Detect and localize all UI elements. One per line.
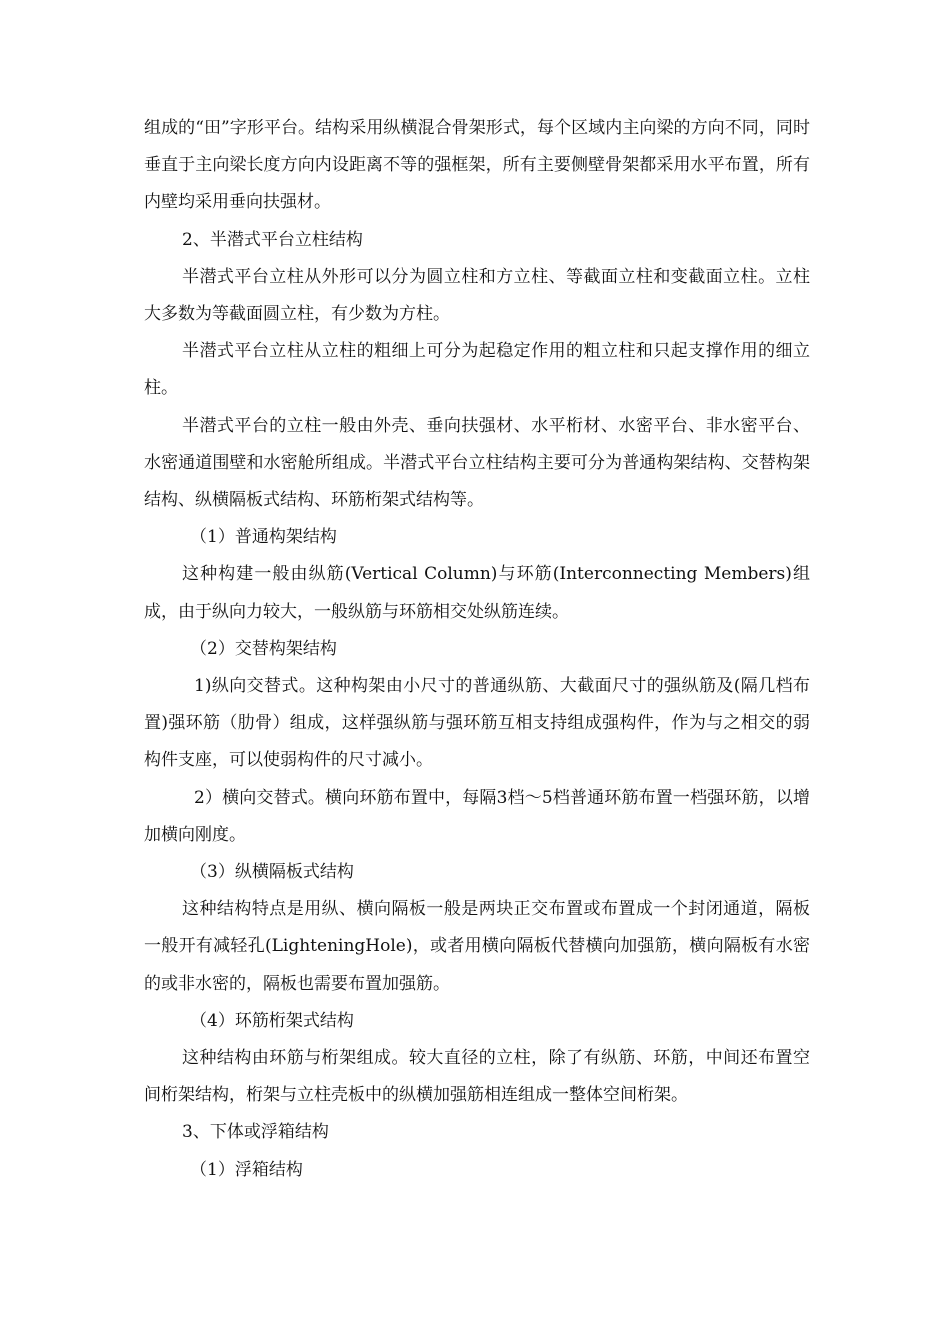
heading-column-structure: 2、半潜式平台立柱结构	[182, 229, 363, 250]
heading-bulkhead-structure: （3）纵横隔板式结构	[190, 862, 354, 883]
paragraph-ordinary-frame: 这种构建一般由纵筋(Vertical Column)与环筋(Interconnecting Members)组成，由于纵向力较大，一般纵筋与环筋相交处纵筋连续。	[144, 564, 810, 622]
paragraph-bulkhead-structure: 这种结构特点是用纵、横向隔板一般是两块正交布置或布置成一个封闭通道，隔板一般开有减轻孔(LighteningHole)，或者用横向隔板代替横向加强筋，横向隔板有水密的或非水密的，隔板也需要布置加强筋。	[144, 899, 810, 994]
heading-pontoon-structure: 3、下体或浮箱结构	[182, 1122, 329, 1143]
heading-alternating-frame: （2）交替构架结构	[190, 638, 337, 659]
paragraph-transverse-alternating: 2）横向交替式。横向环筋布置中，每隔3档～5档普通环筋布置一档强环筋，以增加横向刚度。	[144, 787, 810, 845]
heading-pontoon: （1）浮箱结构	[190, 1159, 303, 1180]
paragraph-column-thickness: 半潜式平台立柱从立柱的粗细上可分为起稳定作用的粗立柱和只起支撑作用的细立柱。	[144, 341, 810, 399]
paragraph-column-composition: 半潜式平台的立柱一般由外壳、垂向扶强材、水平桁材、水密平台、非水密平台、水密通道围壁和水密舱所组成。半潜式平台立柱结构主要可分为普通构架结构、交替构架结构、纵横隔板式结构、环筋桁架式结构等。	[144, 415, 810, 511]
paragraph-longitudinal-alternating: 1)纵向交替式。这种构架由小尺寸的普通纵筋、大截面尺寸的强纵筋及(隔几档布置)强环筋（肋骨）组成，这样强纵筋与强环筋互相支持组成强构件，作为与之相交的弱构件支座，可以使弱构件的尺寸减小。	[144, 676, 810, 771]
heading-ordinary-frame: （1）普通构架结构	[190, 527, 337, 548]
heading-ring-truss-structure: （4）环筋桁架式结构	[190, 1010, 354, 1031]
paragraph-grid-platform: 组成的“田”字形平台。结构采用纵横混合骨架形式，每个区域内主向梁的方向不同，同时垂直于主向梁长度方向内设距离不等的强框架，所有主要侧壁骨架都采用水平布置，所有内壁均采用垂向扶强材。	[144, 118, 810, 213]
document-body	[144, 110, 810, 1189]
paragraph-ring-truss-structure: 这种结构由环筋与桁架组成。较大直径的立柱，除了有纵筋、环筋，中间还布置空间桁架结构，桁架与立柱壳板中的纵横加强筋相连组成一整体空间桁架。	[144, 1048, 810, 1106]
paragraph-column-shape: 半潜式平台立柱从外形可以分为圆立柱和方立柱、等截面立柱和变截面立柱。立柱大多数为等截面圆立柱，有少数为方柱。	[144, 266, 810, 325]
